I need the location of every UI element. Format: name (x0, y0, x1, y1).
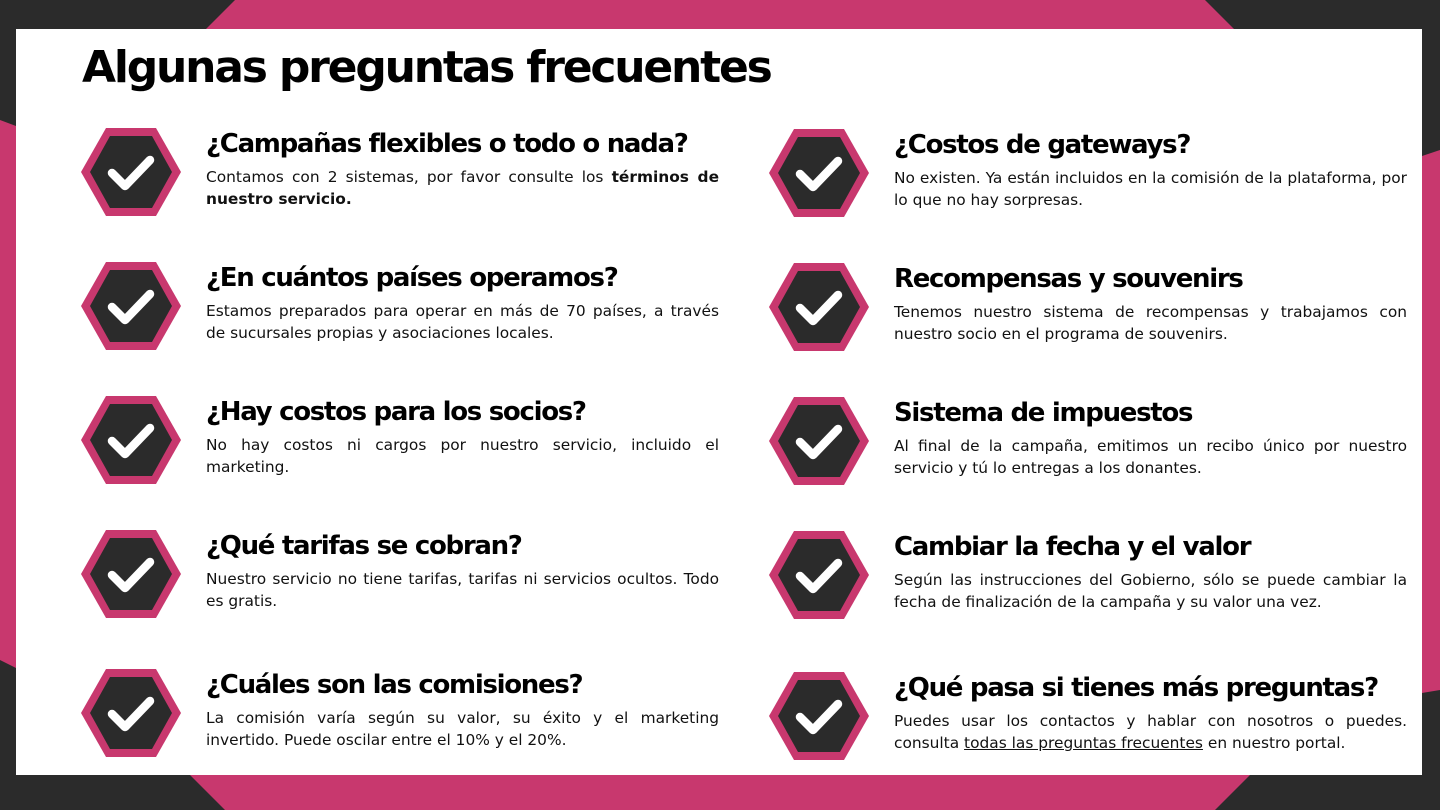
faq-answer: Tenemos nuestro sistema de recompensas y trabajamos con nuestro socio en el programa de souvenirs. (894, 303, 1407, 343)
faq-question: Sistema de impuestos (894, 398, 1193, 428)
faq-answer: Nuestro servicio no tiene tarifas, tarifas ni servicios ocultos. Todo es gratis. (206, 570, 719, 610)
faq-question: ¿Costos de gateways? (894, 130, 1191, 160)
check-icon (769, 672, 869, 760)
faq-question: ¿En cuántos países operamos? (206, 263, 618, 293)
faq-answer-text: Puedes usar los contactos y hablar con nosotros o puedes. consulta (894, 712, 1407, 752)
check-icon (81, 396, 181, 484)
check-icon (81, 262, 181, 350)
faq-answer: Según las instrucciones del Gobierno, sólo se puede cambiar la fecha de finalización de la campaña y su valor una vez. (894, 571, 1407, 611)
faq-answer-text-end: en nuestro portal. (1202, 734, 1346, 752)
check-icon (81, 128, 181, 216)
faq-answer: Estamos preparados para operar en más de 70 países, a través de sucursales propias y asociaciones locales. (206, 302, 719, 342)
faq-question: ¿Hay costos para los socios? (206, 397, 586, 427)
faq-question: Recompensas y souvenirs (894, 264, 1243, 294)
faq-answer (206, 166, 719, 210)
faq-answer: Al final de la campaña, emitimos un recibo único por nuestro servicio y tú lo entregas a los donantes. (894, 437, 1407, 477)
faq-answer: No hay costos ni cargos por nuestro servicio, incluido el marketing. (206, 436, 719, 476)
faq-answer: La comisión varía según su valor, su éxito y el marketing invertido. Puede oscilar entre el 10% y el 20%. (206, 709, 719, 749)
all-faqs-link[interactable]: todas las preguntas frecuentes (964, 734, 1203, 752)
faq-question: ¿Campañas flexibles o todo o nada? (206, 129, 688, 159)
check-icon (769, 129, 869, 217)
check-icon (81, 530, 181, 618)
faq-question: ¿Qué pasa si tienes más preguntas? (894, 673, 1378, 703)
terms-of-service-text: términos de nuestro servicio. (206, 168, 720, 208)
faq-answer (894, 710, 1407, 754)
check-icon (769, 397, 869, 485)
faq-question: Cambiar la fecha y el valor (894, 532, 1251, 562)
check-icon (769, 263, 869, 351)
faq-question: ¿Cuáles son las comisiones? (206, 670, 583, 700)
page-title: Algunas preguntas frecuentes (82, 42, 771, 93)
faq-answer: No existen. Ya están incluidos en la comisión de la plataforma, por lo que no hay sorpresas. (894, 169, 1407, 209)
faq-answer-text: Contamos con 2 sistemas, por favor consulte los (206, 168, 612, 186)
faq-question: ¿Qué tarifas se cobran? (206, 531, 522, 561)
check-icon (81, 669, 181, 757)
check-icon (769, 531, 869, 619)
